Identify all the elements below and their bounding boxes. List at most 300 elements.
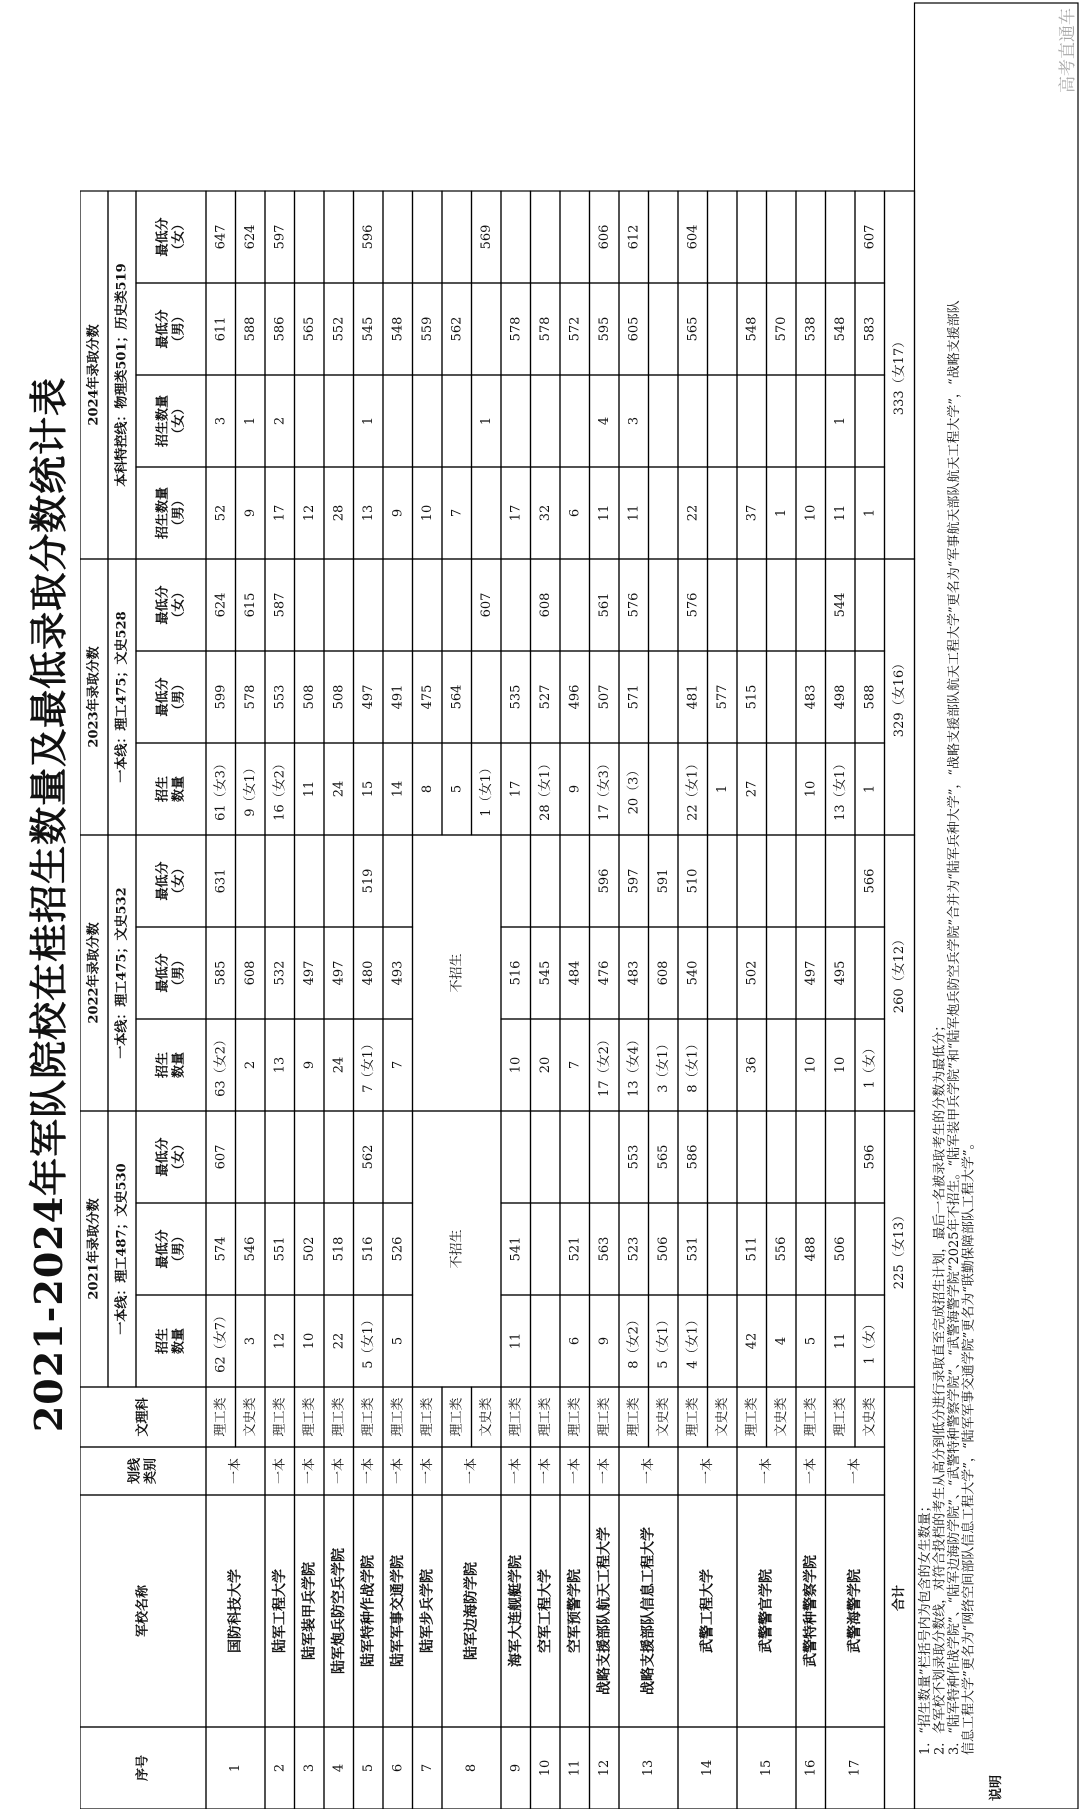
subject-label: 理工类 xyxy=(449,1397,465,1437)
data-value: 586 xyxy=(272,316,288,342)
seq-number: 2 xyxy=(272,1763,288,1773)
column-label-8: （女） xyxy=(171,585,187,625)
column-label-2: （女） xyxy=(171,1137,187,1177)
batch-label: 一本 xyxy=(228,1457,243,1485)
data-value: 597 xyxy=(272,224,288,250)
header-subject-label: 文理科 xyxy=(135,1397,151,1437)
data-value: 532 xyxy=(272,960,288,986)
data-value: 10 xyxy=(803,780,819,798)
data-value: 608 xyxy=(242,960,258,986)
data-value: 3 xyxy=(213,416,229,426)
score-table xyxy=(80,0,1080,1809)
data-value: 3（女1） xyxy=(655,1037,671,1093)
data-value: 552 xyxy=(331,316,347,342)
data-cell xyxy=(796,835,826,927)
batch-label: 一本 xyxy=(272,1457,288,1485)
data-value: 5 xyxy=(803,1336,819,1346)
subject-label: 理工类 xyxy=(419,1397,435,1437)
data-value: 481 xyxy=(685,684,701,710)
data-value: 1 xyxy=(773,508,789,518)
seq-number: 14 xyxy=(700,1759,715,1777)
subject-label: 理工类 xyxy=(331,1397,347,1437)
data-value: 483 xyxy=(626,960,642,986)
data-cell xyxy=(531,375,561,467)
data-value: 11 xyxy=(626,504,642,522)
score-line-0: 一本线：理工487；文史530 xyxy=(114,1163,130,1335)
header-school-label: 军校名称 xyxy=(135,1584,151,1638)
data-value: 61（女3） xyxy=(213,757,229,821)
data-value: 531 xyxy=(685,1236,701,1262)
data-value: 535 xyxy=(508,684,524,710)
data-cell xyxy=(295,1111,325,1203)
data-cell xyxy=(767,1019,797,1111)
data-value: 493 xyxy=(390,960,406,986)
data-value: 17 xyxy=(508,504,524,522)
batch-label: 一本 xyxy=(803,1457,819,1485)
year-label-2: 2023年录取分数 xyxy=(86,646,102,748)
batch-label: 一本 xyxy=(360,1457,376,1485)
data-cell xyxy=(649,191,679,283)
data-cell xyxy=(324,1111,354,1203)
column-label-4: 最低分 xyxy=(155,953,171,993)
data-value: 24 xyxy=(331,780,347,798)
data-cell xyxy=(472,651,502,743)
subject-label: 理工类 xyxy=(803,1397,819,1437)
data-value: 578 xyxy=(242,684,258,710)
data-cell xyxy=(295,559,325,651)
data-value: 7 xyxy=(567,1060,583,1070)
seq-number: 15 xyxy=(759,1759,774,1777)
data-value: 36 xyxy=(744,1056,760,1074)
data-cell xyxy=(796,1111,826,1203)
data-value: 518 xyxy=(331,1236,347,1262)
subject-label: 理工类 xyxy=(537,1397,553,1437)
data-value: 548 xyxy=(744,316,760,342)
data-value: 37 xyxy=(744,504,760,522)
data-value: 506 xyxy=(832,1236,848,1262)
data-cell xyxy=(472,467,502,559)
data-value: 10 xyxy=(508,1056,524,1074)
data-value: 546 xyxy=(242,1236,258,1262)
batch-label: 一本 xyxy=(847,1457,863,1485)
column-label-11: （男） xyxy=(171,309,187,349)
column-label-7: （男） xyxy=(171,677,187,717)
header-seq-label: 序号 xyxy=(135,1754,151,1782)
batch-label: 一本 xyxy=(567,1457,583,1485)
data-value: 11 xyxy=(832,504,848,522)
data-value: 516 xyxy=(360,1236,376,1262)
data-cell xyxy=(324,375,354,467)
data-value: 1（女） xyxy=(862,1317,878,1365)
data-value: 480 xyxy=(360,960,376,986)
score-line-3: 本科特控线：物理类501；历史类519 xyxy=(114,263,130,487)
data-value: 9（女1） xyxy=(242,761,258,817)
data-cell xyxy=(383,559,413,651)
column-label-3: 招生 xyxy=(155,1051,171,1079)
data-value: 615 xyxy=(242,592,258,618)
total-value-1: 260（女12） xyxy=(892,932,907,1014)
data-value: 5 xyxy=(390,1336,406,1346)
data-value: 515 xyxy=(744,684,760,710)
data-cell xyxy=(501,375,531,467)
data-value: 1 xyxy=(832,416,848,426)
data-cell xyxy=(324,191,354,283)
data-value: 13 xyxy=(360,504,376,522)
data-value: 607 xyxy=(478,592,494,618)
school-name: 战略支援部队航天工程大学 xyxy=(596,1527,613,1695)
data-value: 17（女2） xyxy=(596,1033,612,1097)
data-cell xyxy=(413,375,443,467)
school-name: 国防科技大学 xyxy=(227,1569,244,1653)
column-label-6: 数量 xyxy=(171,775,187,803)
data-value: 10 xyxy=(301,1332,317,1350)
data-value: 548 xyxy=(390,316,406,342)
data-value: 8（女1） xyxy=(685,1037,701,1093)
data-value: 631 xyxy=(213,868,229,894)
data-value: 541 xyxy=(508,1236,524,1262)
data-cell xyxy=(531,835,561,927)
seq-number: 10 xyxy=(537,1759,553,1777)
data-cell xyxy=(649,651,679,743)
data-cell xyxy=(737,191,767,283)
data-value: 576 xyxy=(685,592,701,618)
data-cell xyxy=(560,559,590,651)
not-recruit-label: 不招生 xyxy=(449,1229,465,1269)
data-cell xyxy=(649,375,679,467)
data-value: 2 xyxy=(242,1060,258,1070)
data-cell xyxy=(708,927,738,1019)
data-cell xyxy=(767,835,797,927)
data-value: 538 xyxy=(803,316,819,342)
batch-label: 一本 xyxy=(759,1457,774,1485)
data-value: 11 xyxy=(508,1332,524,1350)
data-value: 10 xyxy=(419,504,435,522)
data-value: 8 xyxy=(419,784,435,794)
data-cell xyxy=(708,1111,738,1203)
data-cell xyxy=(767,559,797,651)
note-line: 1．“招生数量”栏括号内为包含的女生数量； xyxy=(918,1499,933,1755)
data-value: 587 xyxy=(272,592,288,618)
data-value: 10 xyxy=(803,1056,819,1074)
data-value: 647 xyxy=(213,224,229,250)
data-cell xyxy=(708,835,738,927)
data-cell xyxy=(708,467,738,559)
seq-number: 13 xyxy=(641,1759,656,1777)
subject-label: 文史类 xyxy=(773,1397,789,1437)
school-name: 武警海警学院 xyxy=(847,1569,863,1653)
data-value: 563 xyxy=(596,1236,612,1262)
data-value: 11 xyxy=(832,1332,848,1350)
data-value: 17（女3） xyxy=(596,757,612,821)
data-value: 507 xyxy=(596,684,612,710)
data-value: 497 xyxy=(360,684,376,710)
subject-label: 理工类 xyxy=(301,1397,317,1437)
data-cell xyxy=(354,559,384,651)
data-value: 551 xyxy=(272,1236,288,1262)
data-value: 570 xyxy=(773,316,789,342)
batch-label: 一本 xyxy=(419,1457,435,1485)
data-value: 1 xyxy=(360,416,376,426)
data-value: 15 xyxy=(360,780,376,798)
data-value: 32 xyxy=(537,504,553,522)
subject-label: 文史类 xyxy=(862,1397,878,1437)
batch-label: 一本 xyxy=(596,1457,612,1485)
data-value: 608 xyxy=(537,592,553,618)
data-cell xyxy=(236,835,266,927)
data-cell xyxy=(324,559,354,651)
data-value: 498 xyxy=(832,684,848,710)
data-cell xyxy=(531,1203,561,1295)
subject-label: 理工类 xyxy=(213,1397,229,1437)
school-name: 陆军工程大学 xyxy=(271,1569,288,1653)
column-label-0: 招生 xyxy=(155,1327,171,1355)
notes-label: 说明 xyxy=(988,1774,1004,1801)
data-value: 527 xyxy=(537,684,553,710)
school-name: 空军工程大学 xyxy=(537,1569,554,1653)
data-value: 562 xyxy=(449,316,465,342)
school-name: 陆军边海防学院 xyxy=(463,1562,480,1660)
subject-label: 理工类 xyxy=(596,1397,612,1437)
column-label-12: （女） xyxy=(171,217,187,257)
data-value: 9 xyxy=(596,1336,612,1346)
data-cell xyxy=(737,1111,767,1203)
data-cell xyxy=(708,283,738,375)
year-label-0: 2021年录取分数 xyxy=(86,1198,102,1300)
data-value: 556 xyxy=(773,1236,789,1262)
total-value-2: 329（女16） xyxy=(892,656,907,738)
year-label-3: 2024年录取分数 xyxy=(86,324,102,426)
data-cell xyxy=(531,1295,561,1387)
data-value: 511 xyxy=(744,1236,760,1262)
data-value: 16（女2） xyxy=(272,757,288,821)
data-value: 14 xyxy=(390,780,406,798)
seq-number: 12 xyxy=(596,1759,612,1777)
data-cell xyxy=(442,191,472,283)
total-value-0: 225（女13） xyxy=(892,1208,907,1290)
data-value: 13 xyxy=(272,1056,288,1074)
school-name: 陆军装甲兵学院 xyxy=(301,1562,318,1660)
data-value: 596 xyxy=(596,868,612,894)
data-cell xyxy=(560,835,590,927)
school-name: 武警特种警察学院 xyxy=(802,1555,819,1667)
data-value: 585 xyxy=(213,960,229,986)
data-value: 562 xyxy=(360,1144,376,1170)
data-cell xyxy=(708,191,738,283)
data-cell xyxy=(472,283,502,375)
data-value: 11 xyxy=(596,504,612,522)
subject-label: 理工类 xyxy=(272,1397,288,1437)
subject-label: 理工类 xyxy=(508,1397,524,1437)
data-value: 4 xyxy=(596,416,612,426)
data-value: 624 xyxy=(213,592,229,618)
data-value: 576 xyxy=(626,592,642,618)
data-value: 497 xyxy=(301,960,317,986)
school-name: 陆军军事交通学院 xyxy=(389,1555,406,1667)
data-value: 62（女7） xyxy=(213,1309,229,1373)
data-value: 476 xyxy=(596,960,612,986)
data-value: 548 xyxy=(832,316,848,342)
data-value: 3 xyxy=(626,416,642,426)
data-cell xyxy=(295,375,325,467)
data-value: 561 xyxy=(596,592,612,618)
data-value: 569 xyxy=(478,224,494,250)
data-cell xyxy=(531,1111,561,1203)
seq-number: 7 xyxy=(419,1763,435,1773)
seq-number: 5 xyxy=(360,1763,376,1773)
data-value: 5 xyxy=(449,784,465,794)
batch-label: 一本 xyxy=(301,1457,317,1485)
data-cell xyxy=(826,1111,856,1203)
data-value: 10 xyxy=(803,504,819,522)
column-label-3: 数量 xyxy=(171,1051,187,1079)
data-cell xyxy=(767,191,797,283)
school-name: 陆军步兵学院 xyxy=(419,1569,436,1653)
data-cell xyxy=(590,1111,620,1203)
data-value: 1（女） xyxy=(862,1041,878,1089)
data-cell xyxy=(501,559,531,651)
header-batch-label: 类别 xyxy=(143,1457,159,1485)
data-value: 10 xyxy=(832,1056,848,1074)
data-cell xyxy=(737,835,767,927)
seq-number: 9 xyxy=(508,1763,524,1773)
school-name: 战略支援部队信息工程大学 xyxy=(640,1527,657,1695)
data-value: 13（女4） xyxy=(626,1033,642,1097)
data-cell xyxy=(737,375,767,467)
data-value: 5（女1） xyxy=(655,1313,671,1369)
data-cell xyxy=(708,1295,738,1387)
seq-number: 17 xyxy=(847,1759,863,1777)
header-batch-label: 划线 xyxy=(127,1457,143,1485)
total-value-3: 333（女17） xyxy=(892,334,907,416)
data-cell xyxy=(649,559,679,651)
column-label-9: （男） xyxy=(171,493,187,533)
batch-label: 一本 xyxy=(537,1457,553,1485)
data-value: 24 xyxy=(331,1056,347,1074)
data-value: 484 xyxy=(567,960,583,986)
seq-number: 11 xyxy=(567,1759,583,1777)
data-value: 607 xyxy=(213,1144,229,1170)
data-cell xyxy=(413,191,443,283)
data-cell xyxy=(383,191,413,283)
data-value: 565 xyxy=(655,1144,671,1170)
column-label-12: 最低分 xyxy=(155,217,171,257)
data-cell xyxy=(442,559,472,651)
seq-number: 16 xyxy=(803,1759,819,1777)
column-label-1: 最低分 xyxy=(155,1229,171,1269)
data-value: 516 xyxy=(508,960,524,986)
data-cell xyxy=(501,835,531,927)
data-value: 27 xyxy=(744,780,760,798)
data-cell xyxy=(501,1111,531,1203)
data-value: 574 xyxy=(213,1236,229,1262)
data-value: 553 xyxy=(272,684,288,710)
column-label-10: 招生数量 xyxy=(155,394,171,448)
data-cell xyxy=(855,559,885,651)
subject-label: 文史类 xyxy=(714,1397,730,1437)
seq-number: 8 xyxy=(464,1763,479,1773)
data-cell xyxy=(767,743,797,835)
data-cell xyxy=(708,1203,738,1295)
data-value: 475 xyxy=(419,684,435,710)
score-line-2: 一本线：理工475；文史528 xyxy=(114,611,130,783)
school-name: 陆军特种作战学院 xyxy=(360,1555,377,1667)
subject-label: 文史类 xyxy=(478,1397,494,1437)
data-value: 565 xyxy=(685,316,701,342)
column-label-8: 最低分 xyxy=(155,585,171,625)
data-value: 12 xyxy=(272,1332,288,1350)
data-value: 608 xyxy=(655,960,671,986)
school-name: 武警警官学院 xyxy=(758,1569,775,1653)
data-value: 545 xyxy=(537,960,553,986)
data-cell xyxy=(413,559,443,651)
data-value: 583 xyxy=(862,316,878,342)
data-value: 540 xyxy=(685,960,701,986)
data-cell xyxy=(855,927,885,1019)
data-cell xyxy=(295,191,325,283)
column-label-11: 最低分 xyxy=(155,309,171,349)
data-value: 1 xyxy=(714,784,730,794)
data-value: 588 xyxy=(242,316,258,342)
data-value: 491 xyxy=(390,684,406,710)
subject-label: 理工类 xyxy=(685,1397,701,1437)
school-name: 空军预警学院 xyxy=(566,1569,583,1653)
data-cell xyxy=(383,835,413,927)
data-value: 3 xyxy=(242,1336,258,1346)
data-value: 591 xyxy=(655,868,671,894)
data-value: 20（3） xyxy=(626,763,642,815)
data-value: 22 xyxy=(685,504,701,522)
data-value: 2 xyxy=(272,416,288,426)
data-cell xyxy=(560,191,590,283)
data-value: 624 xyxy=(242,224,258,250)
data-cell xyxy=(855,375,885,467)
not-recruit-label: 不招生 xyxy=(449,953,465,993)
data-value: 604 xyxy=(685,224,701,250)
column-label-0: 数量 xyxy=(171,1327,187,1355)
data-cell xyxy=(796,375,826,467)
data-value: 13（女1） xyxy=(832,757,848,821)
data-value: 63（女2） xyxy=(213,1033,229,1097)
data-cell xyxy=(265,835,295,927)
data-value: 519 xyxy=(360,868,376,894)
note-line: 2．各军校不划录取分数线，对符合投档的考生从高分到低分进行录取直至完成招生计划，最后一名被录取考生的分数为最低分； xyxy=(932,1018,948,1755)
data-cell xyxy=(826,191,856,283)
data-cell xyxy=(708,559,738,651)
subject-label: 理工类 xyxy=(567,1397,583,1437)
data-value: 483 xyxy=(803,684,819,710)
batch-label: 一本 xyxy=(700,1457,715,1485)
data-value: 526 xyxy=(390,1236,406,1262)
seq-number: 3 xyxy=(301,1763,317,1773)
data-value: 28 xyxy=(331,504,347,522)
data-value: 7 xyxy=(449,508,465,518)
data-cell xyxy=(767,1111,797,1203)
data-value: 506 xyxy=(655,1236,671,1262)
data-value: 17 xyxy=(272,504,288,522)
column-label-2: 最低分 xyxy=(155,1137,171,1177)
subject-label: 理工类 xyxy=(360,1397,376,1437)
data-cell xyxy=(236,1111,266,1203)
data-value: 586 xyxy=(685,1144,701,1170)
data-value: 508 xyxy=(301,684,317,710)
year-label-1: 2022年录取分数 xyxy=(86,922,102,1024)
data-value: 578 xyxy=(508,316,524,342)
data-value: 6 xyxy=(567,1336,583,1346)
data-value: 595 xyxy=(596,316,612,342)
data-cell xyxy=(649,467,679,559)
data-cell xyxy=(560,1111,590,1203)
total-label: 合计 xyxy=(892,1584,907,1612)
